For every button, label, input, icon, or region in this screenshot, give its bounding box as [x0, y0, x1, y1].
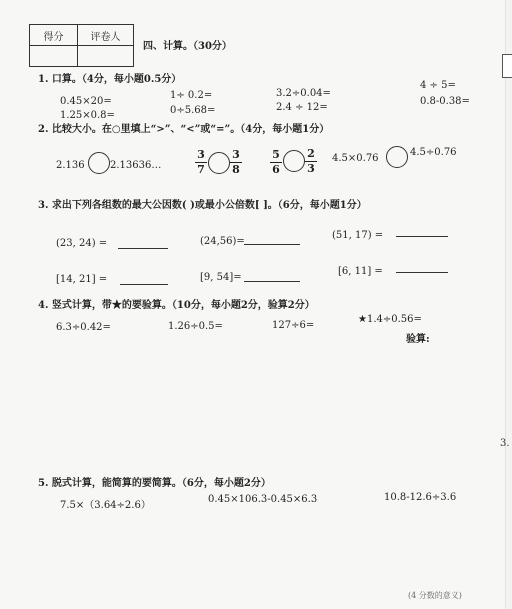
q3-title: 3. 求出下列各组数的最大公因数( )或最小公倍数[ ]。（6分，每小题1分）	[38, 200, 367, 211]
fraction: 3 7	[195, 149, 207, 176]
q2-right-1: 2.13636…	[110, 160, 162, 171]
score-table	[29, 24, 134, 67]
compare-circle[interactable]	[386, 146, 408, 168]
bottom-fragment: (4 分数的意义)	[408, 591, 462, 600]
answer-blank[interactable]	[396, 272, 448, 273]
score-cell[interactable]	[30, 46, 78, 67]
fraction: 3 8	[230, 149, 242, 176]
answer-blank[interactable]	[244, 281, 300, 282]
q1-item: 4 ÷ 5=	[420, 80, 456, 91]
compare-circle[interactable]	[208, 152, 230, 174]
q3-item: (51, 17) =	[332, 230, 384, 241]
grader-cell[interactable]	[78, 46, 134, 67]
q5-item: 0.45×106.3-0.45×6.3	[208, 494, 318, 505]
q5-title: 5. 脱式计算，能简算的要简算。（6分，每小题2分）	[38, 478, 271, 489]
q4-item: 127÷6=	[272, 320, 315, 331]
q1-item: 0.8-0.38=	[420, 96, 470, 107]
q4-item: 1.26÷0.5=	[168, 321, 223, 332]
fraction: 2 3	[305, 148, 317, 175]
q1-item: 0÷5.68=	[170, 105, 216, 116]
score-label: 得分	[30, 25, 78, 46]
q4-item: ★1.4÷0.56=	[358, 314, 422, 325]
q1-item: 1÷ 0.2=	[170, 90, 213, 101]
fraction: 5 6	[270, 149, 282, 176]
answer-blank[interactable]	[244, 244, 300, 245]
next-page-box	[502, 54, 512, 78]
q2-left-1: 2.136	[56, 160, 85, 171]
q1-item: 3.2÷0.04=	[276, 88, 331, 99]
q1-title: 1. 口算。（4分，每小题0.5分）	[38, 74, 182, 85]
q3-item: (24,56)=	[200, 236, 245, 247]
answer-blank[interactable]	[396, 236, 448, 237]
section-title: 四、计算。（30分）	[143, 41, 232, 52]
q4-item: 6.3÷0.42=	[56, 322, 111, 333]
q3-item: [14, 21] =	[56, 274, 108, 285]
q3-item: [6, 11] =	[338, 266, 383, 277]
q2-left-4: 4.5×0.76	[332, 153, 379, 164]
q5-item: 10.8-12.6÷3.6	[384, 492, 457, 503]
next-page-fragment: 3.	[500, 438, 510, 449]
q4-title: 4. 竖式计算，带★的要验算。（10分，每小题2分，验算2分）	[38, 300, 315, 311]
q1-item: 2.4 ÷ 12=	[276, 102, 328, 113]
compare-circle[interactable]	[283, 150, 305, 172]
check-label: 验算:	[406, 334, 430, 345]
q2-right-4: 4.5÷0.76	[410, 147, 457, 158]
answer-blank[interactable]	[120, 284, 168, 285]
compare-circle[interactable]	[88, 152, 110, 174]
q3-item: (23, 24) =	[56, 238, 108, 249]
q3-item: [9, 54]=	[200, 272, 242, 283]
answer-blank[interactable]	[118, 248, 168, 249]
q1-item: 0.45×20=	[60, 96, 112, 107]
q2-title: 2. 比较大小。在○里填上“>”、“<”或“=”。（4分，每小题1分）	[38, 124, 330, 135]
q1-item: 1.25×0.8=	[60, 110, 115, 121]
q5-item: 7.5×（3.64÷2.6）	[60, 500, 151, 511]
grader-label: 评卷人	[78, 25, 134, 46]
